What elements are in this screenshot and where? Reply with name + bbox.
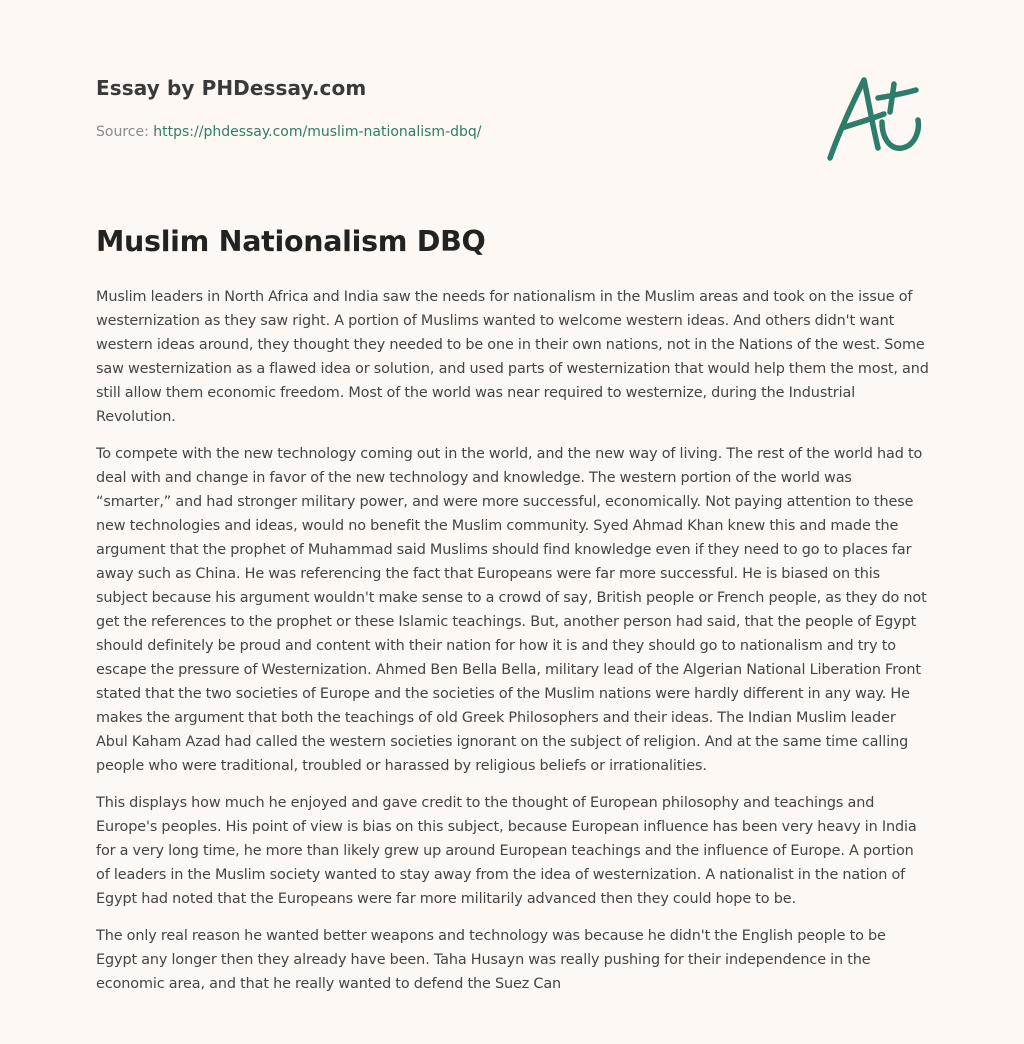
essay-paragraph-4: The only real reason he wanted better weapons and technology was because he didn't the English people to be Egypt any longer then they already have been. Taha Husayn was really pushing for their independence in the economic area, and that he really wanted to defend the Suez Can: [96, 928, 886, 992]
a-plus-grade-logo-icon: [820, 68, 930, 168]
source-line: [96, 124, 482, 140]
essay-paragraph-2: To compete with the new technology coming out in the world, and the new way of living. The rest of the world had to deal with and change in favor of the new technology and knowledge. The western portion of the world was “smarter,” and had stronger military power, and were more successful, economically. Not paying attention to these new technologies and ideas, would no benefit the Muslim community. Syed Ahmad Khan knew this and made the argument that the prophet of Muhammad said Muslims should find knowledge even if they need to go to places far away such as China. He was referencing the fact that Europeans were far more successful. He is biased on this subject because his argument wouldn't make sense to a crowd of say, British people or French people, as they do not get the references to the prophet or these Islamic teachings. But, another person had said, that the people of Egypt should definitely be proud and content with their nation for how it is and they should go to nationalism and try to escape the pressure of Westernization. Ahmed Ben Bella Bella, military lead of the Algerian National Liberation Front stated that the two societies of Europe and the societies of the Muslim nations were hardly different in any way. He makes the argument that both the teachings of old Greek Philosophers and their ideas. The Indian Muslim leader Abul Kaham Azad had called the western societies ignorant on the subject of religion. And at the same time calling people who were traditional, troubled or harassed by religious beliefs or irrationalities.: [96, 446, 927, 774]
site-header-title: Essay by PHDessay.com: [96, 76, 367, 100]
essay-title: Muslim Nationalism DBQ: [96, 225, 486, 258]
source-link[interactable]: https://phdessay.com/muslim-nationalism-dbq/: [153, 124, 482, 140]
essay-body: [96, 285, 930, 1009]
essay-paragraph-1: Muslim leaders in North Africa and India saw the needs for nationalism in the Muslim areas and took on the issue of westernization as they saw right. A portion of Muslims wanted to welcome western ideas. And others didn't want western ideas around, they thought they needed to be one in their own nations, not in the Nations of the west. Some saw westernization as a flawed idea or solution, and used parts of westernization that would help them the most, and still allow them economic freedom. Most of the world was near required to westernize, during the Industrial Revolution.: [96, 289, 929, 425]
essay-paragraph-3: This displays how much he enjoyed and gave credit to the thought of European philosophy and teachings and Europe's peoples. His point of view is bias on this subject, because European influence has been very heavy in India for a very long time, he more than likely grew up around European teachings and the influence of Europe. A portion of leaders in the Muslim society wanted to stay away from the idea of westernization. A nationalist in the nation of Egypt had noted that the Europeans were far more militarily advanced then they could hope to be.: [96, 795, 917, 907]
source-label: Source:: [96, 124, 154, 140]
